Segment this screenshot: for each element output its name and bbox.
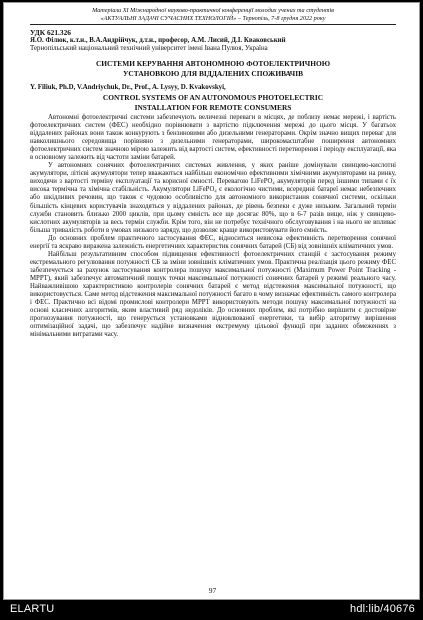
- udk-code: УДК 621.326: [30, 28, 71, 37]
- conference-line-2: «АКТУАЛЬНІ ЗАДАЧІ СУЧАСНИХ ТЕХНОЛОГІЙ» – Тернопіль, 7-8 грудня 2022 року: [100, 15, 326, 22]
- title-en-line-2: INSTALLATION FOR REMOTE CONSUMERS: [134, 102, 292, 112]
- paragraph: У автономних сонячних фотоелектричних системах живлення, у яких раніше домінували свинцево-кислотні акумулятори, літієві акумулятори тепер вважаються найбільш економічно ефективними хімічними акумуляторами на ринку, виходячи з вартості терміну експлуатації та корисної ємності. Перевагою LiFePO₄ акумуляторів перед іншими типами є їх висока термічна та хімічна стабільність. Акумулятори LiFePO₄ є екологічно чистими, всередині батареї немає небезпечних або шкідливих речовин, що також є чудовою особливістю для автономного використання сонячної системи, оскільки більшість кінцевих користувачів знаходяться у віддалених районах, де рівень безпеки є дуже низьким. Загальний термін служби становить близько 2000 циклів, при цьому ємність все ще досягає 80%, що в 6-7 разів вище, ніж у свинцево-кислотних акумуляторів за весь термін служби. Крім того, він не потребує технічного обслуговування і на нього не впливає більша тривалість роботи в умовах низького заряду, що дозволяє краще використовувати його ємність.: [30, 162, 396, 234]
- title-uk-line-2: УСТАНОВКОЮ ДЛЯ ВІДДАЛЕНИХ СПОЖИВАЧІВ: [123, 69, 303, 78]
- header-rule: [30, 24, 396, 25]
- title-english: [30, 93, 396, 112]
- paragraph: Автономні фотоелектричні системи забезпечують величезні переваги в місцях, де поблизу немає мережі, і вартість фотоелектричних систем (ФЕС) необхідно порівнювати з вартістю підключення мережі до цього місця. У багатьох віддалених районах вони також конкурують з бензиновими або дизельними генераторами. Окрім значно вищих переваг для навколишнього середовища порівняно з дизельними генераторами, широкомасштабне поширення автономних фотоелектричних систем значною мірою залежить від вартості систем, ефективності перетворення і періоду експлуатації, яка в основному залежить від частоти заміни батарей.: [30, 114, 396, 162]
- paragraph: До основних проблем практичного застосування ФЕС, відноситься невисока ефективність перетворення сонячної енергії та яскраво виражена залежність енергетичних характеристик сонячних батарей (СБ) від зовнішніх кліматичних умов.: [30, 234, 396, 250]
- authors-english: Y. Filiuk, Ph.D, V.Andriychuk, Dr., Prof., A. Lysyy, D. Kvakovskyi,: [30, 84, 226, 91]
- body-text: [30, 114, 396, 339]
- title-ukrainian: [30, 59, 396, 79]
- conference-line-1: Матеріали ХІ Міжнародної науково-практичної конференції молодих учених та студентів: [92, 7, 334, 14]
- conference-header: [30, 7, 396, 23]
- footer-repository-name: ELARTU: [10, 603, 55, 615]
- authors-ukrainian: Я.О. Філюк, к.т.н., В.А.Андрійчук, д.т.н., професор, А.М. Лисий, Д.І. Кваковський: [30, 37, 286, 44]
- title-en-line-1: CONTROL SYSTEMS OF AN AUTONOMOUS PHOTOELECTRIC: [102, 93, 324, 102]
- title-uk-line-1: СИСТЕМИ КЕРУВАННЯ АВТОНОМНОЮ ФОТОЕЛЕКТРИЧНОЮ: [95, 59, 331, 68]
- page-number: 97: [208, 586, 217, 595]
- affiliation: Тернопільський національний технічний університет імені Івана Пулюя, Україна: [30, 45, 268, 52]
- paragraph: Найбільш результативним способом підвищення ефективності фотоелектричних станцій є застосування режиму екстремального регулювання потужності СБ за зміни зовнішніх кліматичних умов. Практична реалізація цього режиму ФЕС забезпечується за рахунок застосування контролера пошуку максимальної потужності (Maximum Power Point Tracking - MPPT), який забезпечує автоматичний пошук точки максимальної потужності сонячних батарей у режимі реального часу. Найважливішою характеристикою контролерів сонячних батарей є метод відстеження максимальної потужності, що використовується. Саме метод відстеження максимальної потужності багато в чому визначає ефективність самого контролера і ФЕС. Практично всі відомі промислові контролери MPPT використовують методи пошуку максимальної потужності на основі класичних алгоритмів, яким властивий ряд недоліків. До основних проблем, які потрібно вирішити є достовірне прогнозування потужності, що генерується установками відновлюваної енергетики, та вибір алгоритму вирішення оптимізаційної задачі, що забезпечує надійне визначення екстремуму цільової функції при заданих обмеженнях з мінімальними витратами часу.: [30, 250, 396, 339]
- document-page: [3, 2, 420, 600]
- footer-handle: hdl:lib/40676: [350, 603, 415, 615]
